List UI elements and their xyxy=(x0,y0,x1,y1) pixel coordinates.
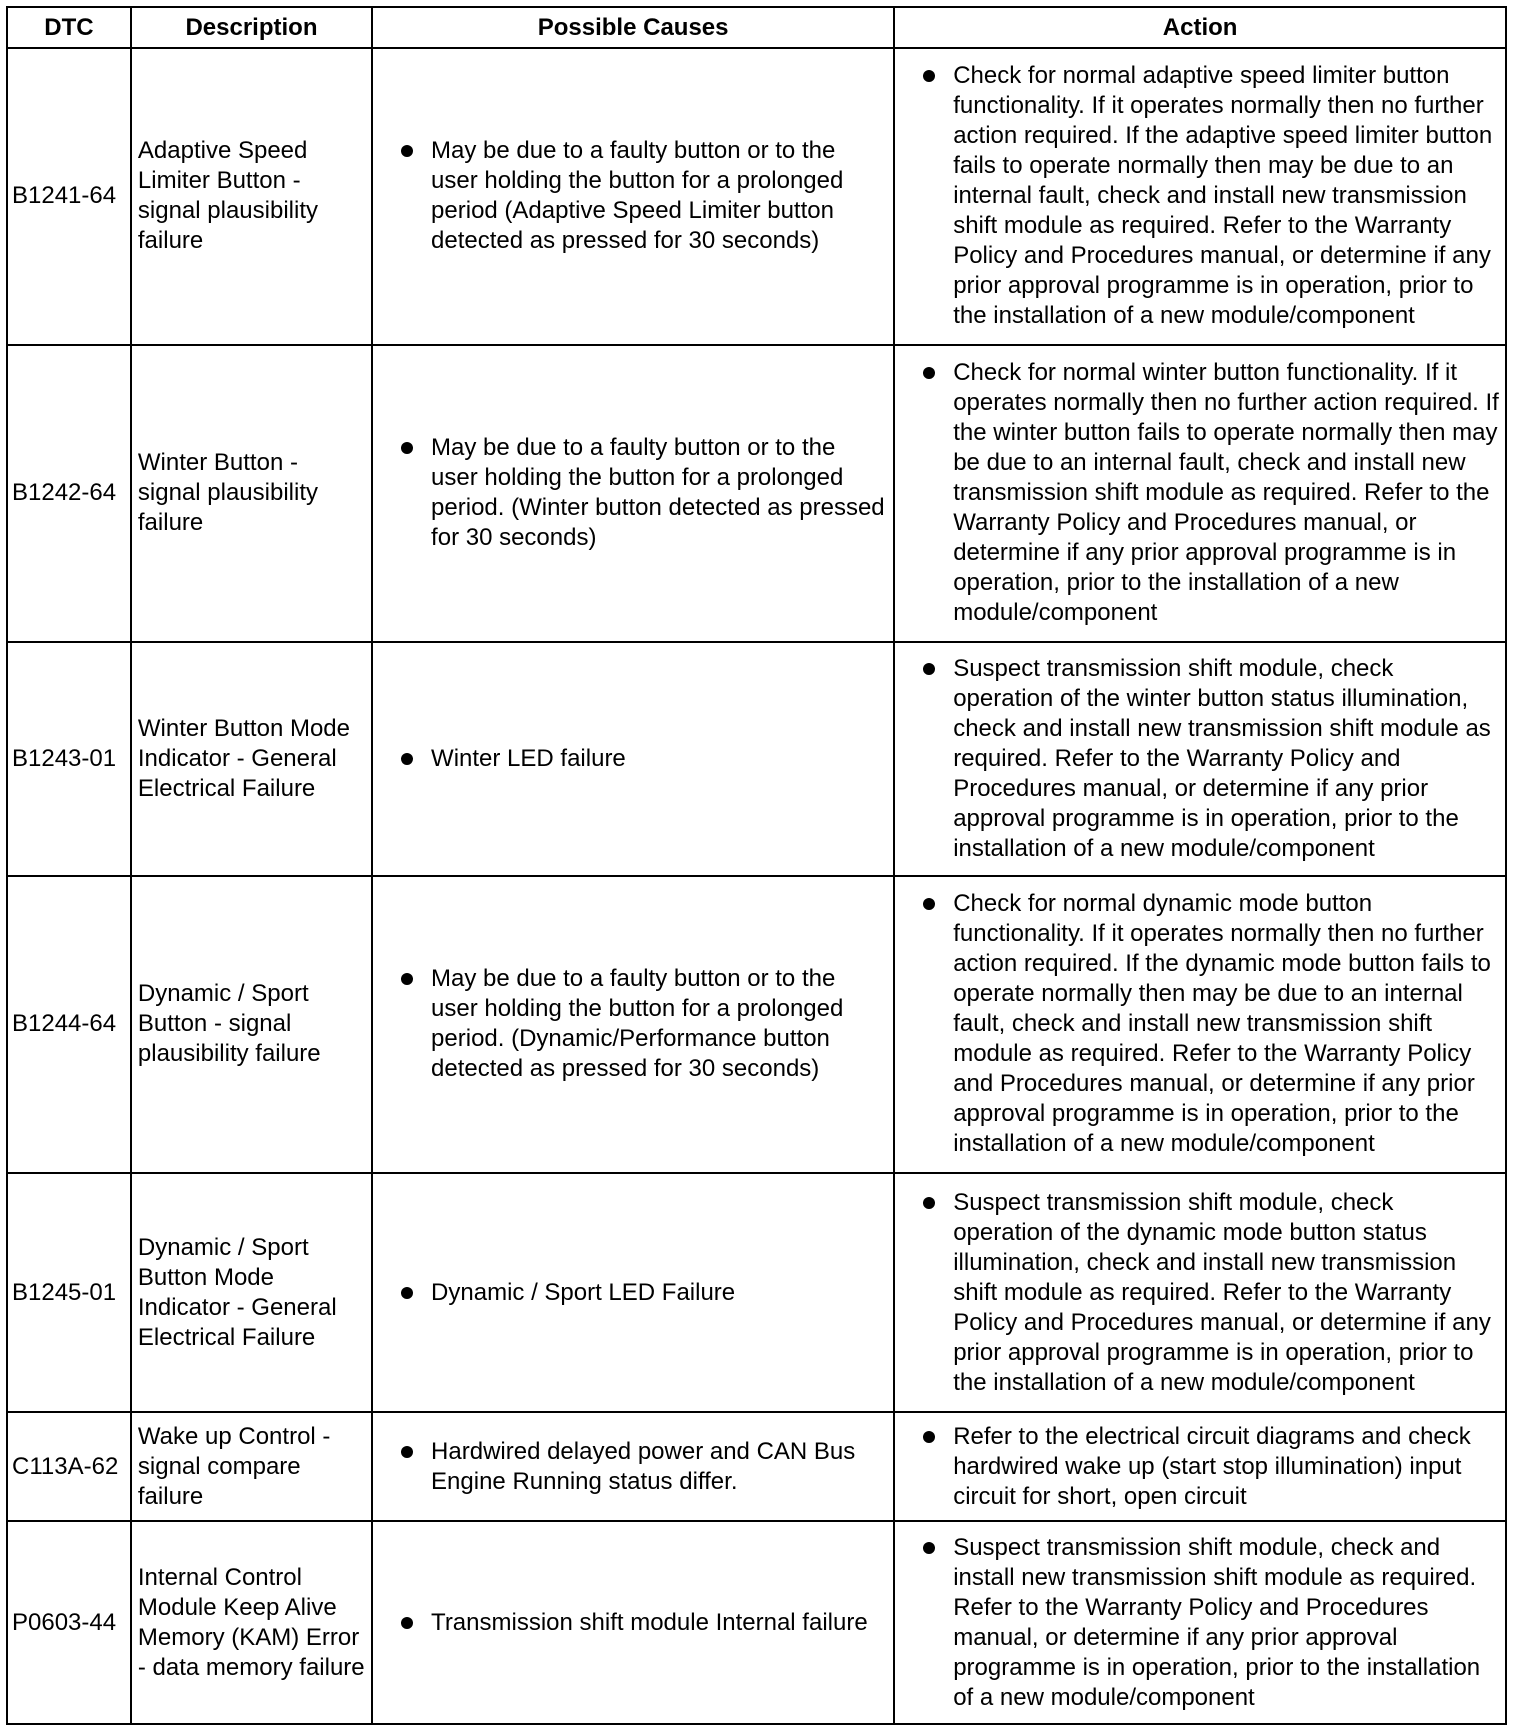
dtc-code: B1241-64 xyxy=(7,48,131,345)
cause-item: Dynamic / Sport LED Failure xyxy=(401,1278,887,1308)
possible-causes-cell xyxy=(372,1173,894,1412)
possible-causes-cell xyxy=(372,642,894,876)
header-dtc: DTC xyxy=(7,7,131,48)
dtc-code: B1245-01 xyxy=(7,1173,131,1412)
table-row xyxy=(7,1521,1506,1724)
dtc-description: Dynamic / Sport Button Mode Indicator - General Electrical Failure xyxy=(131,1173,372,1412)
table-row xyxy=(7,642,1506,876)
action-cell xyxy=(894,642,1506,876)
dtc-table xyxy=(6,6,1507,1725)
action-cell xyxy=(894,1412,1506,1521)
action-item: Suspect transmission shift module, check and install new transmission shift module as required. Refer to the Warranty Policy and Procedures manual, or determine if any prior approval programme is in operation, prior to the installation of a new module/component xyxy=(923,1533,1499,1713)
dtc-description: Internal Control Module Keep Alive Memory (KAM) Error - data memory failure xyxy=(131,1521,372,1724)
dtc-description: Adaptive Speed Limiter Button - signal plausibility failure xyxy=(131,48,372,345)
table-header-row xyxy=(7,7,1506,48)
cause-item: Winter LED failure xyxy=(401,744,887,774)
action-cell xyxy=(894,345,1506,642)
cause-item: May be due to a faulty button or to the user holding the button for a prolonged period. (Dynamic/Performance button detected as pressed for 30 seconds) xyxy=(401,964,887,1084)
table-row xyxy=(7,48,1506,345)
cause-item: May be due to a faulty button or to the user holding the button for a prolonged period. (Winter button detected as pressed for 30 seconds) xyxy=(401,433,887,553)
cause-item: Hardwired delayed power and CAN Bus Engine Running status differ. xyxy=(401,1437,887,1497)
header-possible-causes: Possible Causes xyxy=(372,7,894,48)
header-action: Action xyxy=(894,7,1506,48)
dtc-code: B1243-01 xyxy=(7,642,131,876)
dtc-description: Winter Button - signal plausibility failure xyxy=(131,345,372,642)
action-item: Check for normal winter button functionality. If it operates normally then no further action required. If the winter button fails to operate normally then may be due to an internal fault, check and install new transmission shift module as required. Refer to the Warranty Policy and Procedures manual, or determine if any prior approval programme is in operation, prior to the installation of a new module/component xyxy=(923,358,1499,628)
dtc-description: Winter Button Mode Indicator - General Electrical Failure xyxy=(131,642,372,876)
action-item: Check for normal adaptive speed limiter button functionality. If it operates normally then no further action required. If the adaptive speed limiter button fails to operate normally then may be due to an internal fault, check and install new transmission shift module as required. Refer to the Warranty Policy and Procedures manual, or determine if any prior approval programme is in operation, prior to the installation of a new module/component xyxy=(923,61,1499,331)
possible-causes-cell xyxy=(372,876,894,1173)
table-row xyxy=(7,1173,1506,1412)
dtc-description: Wake up Control - signal compare failure xyxy=(131,1412,372,1521)
possible-causes-cell xyxy=(372,48,894,345)
dtc-code: B1244-64 xyxy=(7,876,131,1173)
table-row xyxy=(7,1412,1506,1521)
table-row xyxy=(7,345,1506,642)
action-item: Check for normal dynamic mode button functionality. If it operates normally then no further action required. If the dynamic mode button fails to operate normally then may be due to an internal fault, check and install new transmission shift module as required. Refer to the Warranty Policy and Procedures manual, or determine if any prior approval programme is in operation, prior to the installation of a new module/component xyxy=(923,889,1499,1159)
possible-causes-cell xyxy=(372,345,894,642)
action-cell xyxy=(894,1173,1506,1412)
cause-item: May be due to a faulty button or to the user holding the button for a prolonged period (Adaptive Speed Limiter button detected as pressed for 30 seconds) xyxy=(401,136,887,256)
action-cell xyxy=(894,1521,1506,1724)
action-item: Suspect transmission shift module, check operation of the dynamic mode button status illumination, check and install new transmission shift module as required. Refer to the Warranty Policy and Procedures manual, or determine if any prior approval programme is in operation, prior to the installation of a new module/component xyxy=(923,1188,1499,1398)
action-cell xyxy=(894,876,1506,1173)
action-item: Suspect transmission shift module, check operation of the winter button status illumination, check and install new transmission shift module as required. Refer to the Warranty Policy and Procedures manual, or determine if any prior approval programme is in operation, prior to the installation of a new module/component xyxy=(923,654,1499,864)
header-description: Description xyxy=(131,7,372,48)
dtc-code: C113A-62 xyxy=(7,1412,131,1521)
cause-item: Transmission shift module Internal failure xyxy=(401,1608,887,1638)
table-row xyxy=(7,876,1506,1173)
action-item: Refer to the electrical circuit diagrams and check hardwired wake up (start stop illumination) input circuit for short, open circuit xyxy=(923,1422,1499,1512)
dtc-description: Dynamic / Sport Button - signal plausibility failure xyxy=(131,876,372,1173)
dtc-code: P0603-44 xyxy=(7,1521,131,1724)
possible-causes-cell xyxy=(372,1412,894,1521)
action-cell xyxy=(894,48,1506,345)
dtc-code: B1242-64 xyxy=(7,345,131,642)
possible-causes-cell xyxy=(372,1521,894,1724)
